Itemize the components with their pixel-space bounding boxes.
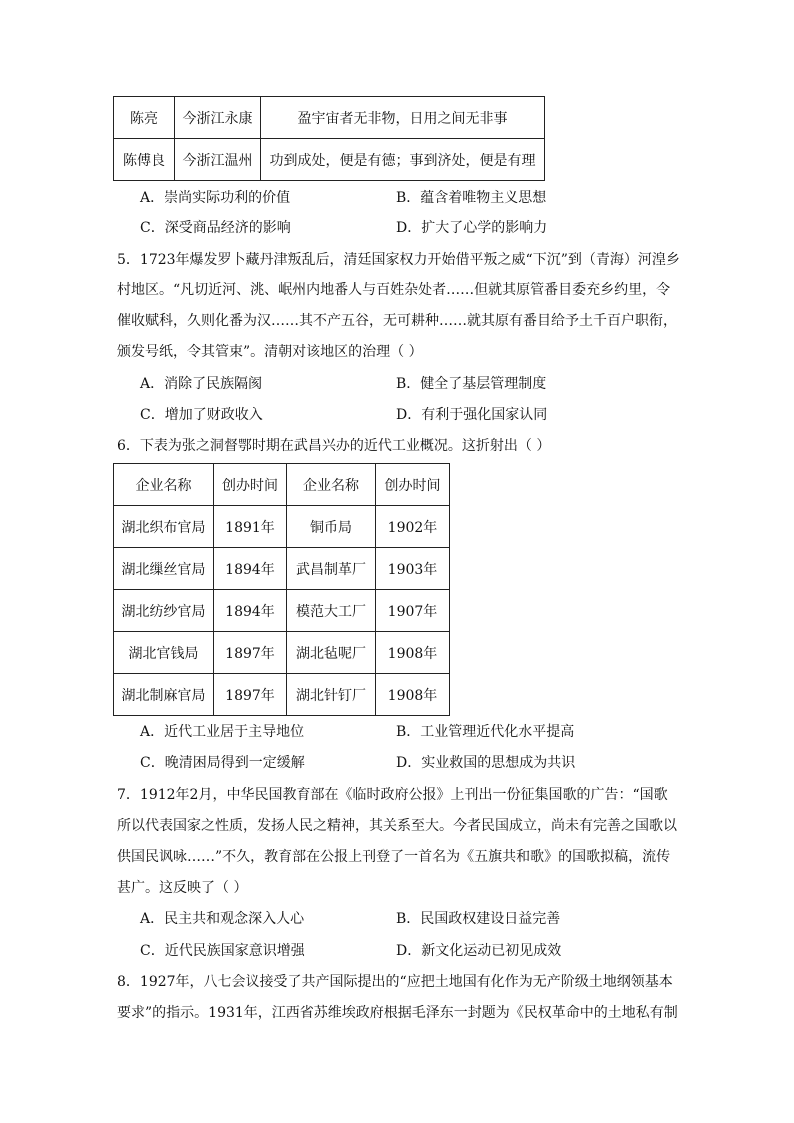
table-cell: 湖北制麻官局 (114, 674, 214, 716)
philosophy-table (113, 96, 545, 181)
table-cell: 湖北官钱局 (114, 632, 214, 674)
table-cell: 湖北纺纱官局 (114, 590, 214, 632)
table-cell: 1902年 (376, 506, 450, 548)
table-row (114, 139, 545, 181)
table-cell: 1907年 (376, 590, 450, 632)
q6-option-a: A．近代工业居于主导地位 (140, 724, 305, 740)
q7-stem-line-2: 所以代表国家之性质，发扬人民之精神，其关系至大。今者民国成立，尚未有完善之国歌以 (117, 818, 677, 834)
q7-option-c: C．近代民族国家意识增强 (140, 943, 305, 959)
q5-option-a: A．消除了民族隔阂 (140, 376, 263, 392)
q6-option-c: C．晚清困局得到一定缓解 (140, 755, 305, 771)
table-header: 创办时间 (376, 464, 450, 506)
table-row (114, 632, 450, 674)
table-row (114, 674, 450, 716)
table-row (114, 590, 450, 632)
table-row (114, 548, 450, 590)
q7-stem-line-1: 7．1912年2月，中华民国教育部在《临时政府公报》上刊出一份征集国歌的广告：“国歌 (117, 787, 668, 803)
q5-stem-line-2: 村地区。“凡切近河、洮、岷州内地番人与百姓杂处者……但就其原管番目委充乡约里，令 (117, 282, 671, 298)
q6-option-d: D．实业救国的思想成为共识 (396, 755, 576, 771)
q5-option-c: C．增加了财政收入 (140, 407, 263, 423)
table-cell: 功到成处，便是有德；事到济处，便是有理 (261, 139, 545, 181)
table-cell: 湖北织布官局 (114, 506, 214, 548)
industry-table (113, 463, 450, 716)
q5-stem-line-4: 颁发号纸，令其管束”。清朝对该地区的治理（ ） (117, 344, 423, 360)
table-cell: 1894年 (214, 548, 287, 590)
table-header: 企业名称 (114, 464, 214, 506)
q4-option-b: B．蕴含着唯物主义思想 (396, 190, 547, 206)
table-cell: 模范大工厂 (287, 590, 376, 632)
q5-stem-line-1: 5．1723年爆发罗卜藏丹津叛乱后，清廷国家权力开始借平叛之威“下沉”到（青海）河湟乡 (117, 252, 680, 268)
q8-stem-line-1: 8．1927年，八七会议接受了共产国际提出的“应把土地国有化作为无产阶级土地纲领基本 (117, 974, 673, 990)
table-cell: 湖北毡呢厂 (287, 632, 376, 674)
table-header-row (114, 464, 450, 506)
table-cell: 盈宇宙者无非物，日用之间无非事 (261, 97, 545, 139)
q8-stem-line-2: 要求”的指示。1931年，江西省苏维埃政府根据毛泽东一封题为《民权革命中的土地私有制 (117, 1005, 678, 1021)
q6-option-b: B．工业管理近代化水平提高 (396, 724, 575, 740)
table-header: 创办时间 (214, 464, 287, 506)
table-cell: 今浙江温州 (175, 139, 261, 181)
table-cell: 今浙江永康 (175, 97, 261, 139)
table-cell: 铜币局 (287, 506, 376, 548)
table-cell: 1897年 (214, 632, 287, 674)
q7-stem-line-3: 供国民讽咏……”不久，教育部在公报上刊登了一首名为《五旗共和歌》的国歌拟稿，流传 (117, 849, 671, 865)
table-cell: 1908年 (376, 674, 450, 716)
table-cell: 1908年 (376, 632, 450, 674)
q5-stem-line-3: 催收赋科，久则化番为汉……其不产五谷，无可耕种……就其原有番目给予土千百户职衔， (117, 313, 677, 329)
table-cell: 1897年 (214, 674, 287, 716)
q7-option-a: A．民主共和观念深入人心 (140, 911, 305, 927)
q7-option-d: D．新文化运动已初见成效 (396, 943, 562, 959)
table-row (114, 506, 450, 548)
table-cell: 武昌制革厂 (287, 548, 376, 590)
q5-option-b: B．健全了基层管理制度 (396, 376, 547, 392)
table-cell: 陈傅良 (114, 139, 175, 181)
table-cell: 湖北针钉厂 (287, 674, 376, 716)
table-header: 企业名称 (287, 464, 376, 506)
table-row (114, 97, 545, 139)
q5-option-d: D．有利于强化国家认同 (396, 407, 548, 423)
q4-option-a: A．崇尚实际功利的价值 (140, 190, 291, 206)
table-cell: 1891年 (214, 506, 287, 548)
table-cell: 1894年 (214, 590, 287, 632)
q4-option-c: C．深受商品经济的影响 (140, 220, 291, 236)
table-cell: 陈亮 (114, 97, 175, 139)
q4-option-d: D．扩大了心学的影响力 (396, 220, 548, 236)
q7-stem-line-4: 甚广。这反映了（ ） (117, 880, 248, 896)
table-cell: 湖北缫丝官局 (114, 548, 214, 590)
table-cell: 1903年 (376, 548, 450, 590)
q6-stem: 6．下表为张之洞督鄂时期在武昌兴办的近代工业概况。这折射出（ ） (117, 438, 551, 454)
q7-option-b: B．民国政权建设日益完善 (396, 911, 561, 927)
